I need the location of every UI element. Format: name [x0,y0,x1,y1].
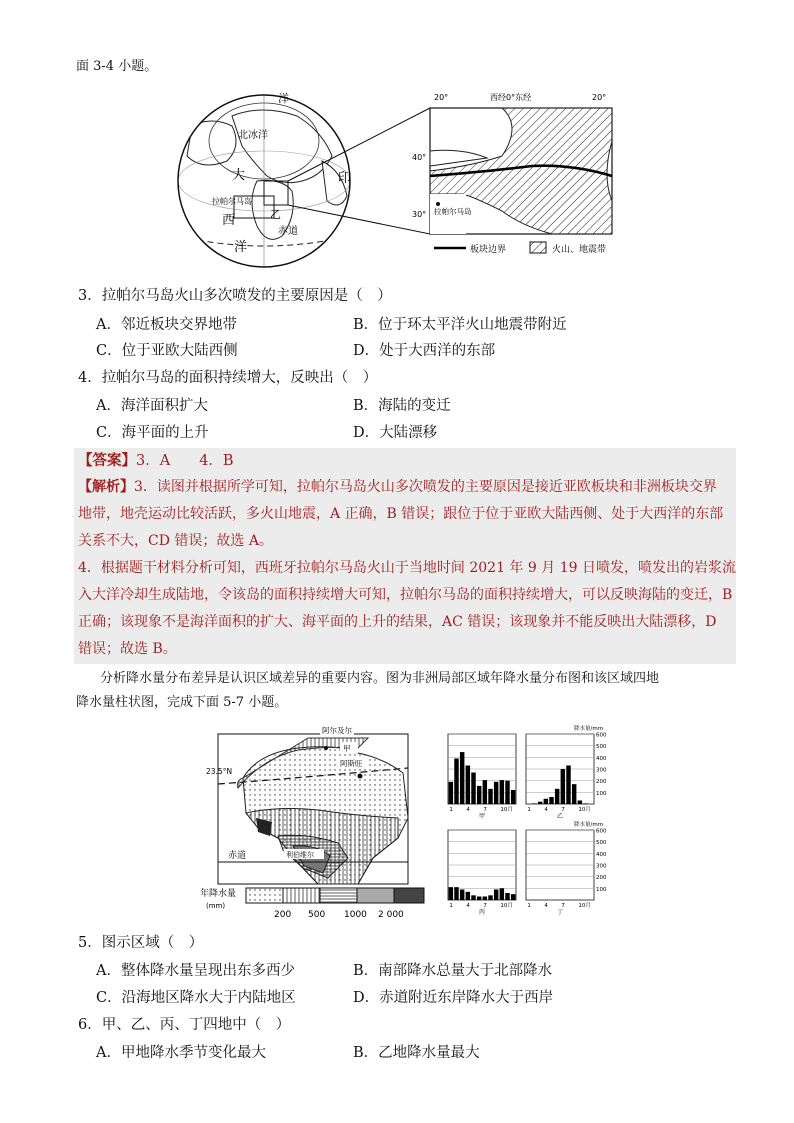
x-tick-label: 1 [449,903,453,909]
q3-option-c[interactable]: C．位于亚欧大陆西侧 [96,343,238,359]
rainfall-bar [454,887,458,900]
y-tick-label: 100 [596,886,607,893]
map-label-latitude: 23.5°N [206,767,233,776]
intro2-line-1: 分析降水量分布差异是认识区域差异的重要内容。图为非洲局部区域年降水量分布图和该区域四地 [100,671,660,686]
map-label-algiers: 阿尔及尔 [322,726,352,735]
map-label-equator2: 赤道 [228,851,247,861]
inset-lat-30: 30° [412,210,427,219]
rainfall-bar [544,799,548,804]
y-tick-label: 200 [596,875,607,882]
y-tick-label: 600 [596,732,607,739]
answer-tag: 【答案】 [78,452,136,469]
rainfall-bar [483,780,487,804]
q5-stem: 5．图示区域（ ） [78,935,204,951]
y-tick-label: 300 [596,863,607,870]
rainfall-bar [500,888,504,900]
map-label-libreville: 利伯维尔 [286,851,314,859]
q4-option-d[interactable]: D．大陆漂移 [353,425,438,441]
y-tick-label: 300 [596,767,607,774]
rainfall-bar [460,752,464,804]
x-tick-label: 10月 [578,807,591,813]
q3-stem: 3．拉帕尔马岛火山多次喷发的主要原因是（ ） [78,288,392,304]
map-label-xi: 西 [222,213,236,228]
y-axis-title: 降水量/mm [574,822,604,828]
x-tick-label: 10月 [500,903,513,909]
map-label-yin: 印 [338,171,352,186]
rainfall-bar [466,766,470,805]
inset-lon-mid: 西经0°东经 [490,93,532,102]
rainfall-bar [572,784,576,804]
x-tick-label: 10月 [500,807,513,813]
x-tick-label: 1 [449,807,453,813]
rainfall-bar [460,890,464,901]
analysis-line-6: 正确；该现象不是海洋面积的扩大、海平面的上升的结果，AC 错误；该现象并不能反映出大陆漂移，D [78,614,717,630]
q5-option-b[interactable]: B．南部降水总量大于北部降水 [353,963,553,979]
y-tick-label: 100 [596,790,607,797]
map-label-aswan: 阿斯旺 [340,759,363,768]
q4-option-a[interactable]: A．海洋面积扩大 [96,398,208,414]
rainfall-bar [532,803,536,804]
map-label-da: 大 [232,168,246,183]
rainfall-bar [494,890,498,901]
chart-panel-label: 丁 [557,909,564,916]
q5-option-c[interactable]: C．沿海地区降水大于内陆地区 [96,990,296,1006]
x-tick-label: 7 [561,807,565,813]
analysis-line-1 [78,477,717,497]
map-label-yang: 洋 [234,240,248,255]
inset-map [412,92,612,234]
inset-lon-right: 20° [592,93,607,102]
map-label-yi: 乙 [270,208,281,221]
legend-tick-200: 200 [274,910,292,920]
y-axis-title: 降水量/mm [574,726,604,732]
x-tick-label: 10月 [578,903,591,909]
y-tick-label: 600 [596,828,607,835]
chart-panel-label: 丙 [479,909,486,916]
x-tick-label: 4 [544,807,548,813]
y-tick-label: 400 [596,851,607,858]
figure-globe-map [172,86,622,276]
rainfall-bar [449,887,453,900]
x-tick-label: 4 [466,903,470,909]
q4-stem: 4．拉帕尔马岛的面积持续增大，反映出（ ） [78,370,378,386]
rainfall-bar [471,773,475,805]
legend-tick-500: 500 [308,910,326,920]
map-label-lapalma: 拉帕尔马岛 [212,197,252,206]
chart-panel-label: 乙 [557,813,564,820]
x-tick-label: 7 [483,903,487,909]
answer-line [78,451,234,471]
y-tick-label: 500 [596,744,607,751]
x-tick-label: 7 [561,903,565,909]
legend-tick-2000: 2 000 [378,910,404,920]
answer-text: 3．A 4．B [136,453,234,469]
rainfall-bar [538,802,542,804]
legend-volcano-zone: 火山、地震带 [552,245,607,255]
analysis-line-3: 关系不大，CD 错误；故选 A。 [78,533,273,549]
rainfall-bar [488,789,492,804]
x-tick-label: 4 [544,903,548,909]
analysis-line-7: 错误；故选 B。 [78,641,177,657]
rainfall-bar [511,790,515,804]
y-tick-label: 200 [596,779,607,786]
q5-option-a[interactable]: A．整体降水量呈现出东多西少 [96,963,295,979]
rainfall-bar [566,766,570,805]
rainfall-bar [505,781,509,804]
x-tick-label: 1 [527,807,531,813]
rainfall-bar [494,782,498,804]
map-label-arctic: 北冰洋 [238,130,268,141]
analysis-tag: 【解析】 [78,479,134,495]
intro2-line-2: 降水量柱状图，完成下面 5-7 小题。 [76,695,288,710]
analysis-line-4: 4．根据题干材料分析可知，西班牙拉帕尔马岛火山于当地时间 2021 年 9 月 19 日喷发，喷发出的岩浆流 [78,560,736,576]
analysis-line-2: 地带，地壳运动比较活跃，多火山地震，A 正确，B 错误；跟位于位于亚欧大陆西侧、处于大西洋的东部 [78,506,724,522]
legend-title: 年降水量 [200,889,237,899]
q3-option-d[interactable]: D．处于大西洋的东部 [353,343,496,359]
rainfall-bar [477,897,481,901]
x-tick-label: 1 [527,903,531,909]
analysis-text-1: 3．读图并根据所学可知，拉帕尔马岛火山多次喷发的主要原因是接近亚欧板块和非洲板块交界 [134,479,717,495]
q3-option-b[interactable]: B．位于环太平洋火山地震带附近 [353,317,567,333]
y-tick-label: 500 [596,840,607,847]
rainfall-bar [483,897,487,901]
q3-option-a[interactable]: A．邻近板块交界地带 [96,317,237,333]
rainfall-bar [454,759,458,805]
rainfall-bar [500,780,504,804]
figure-rainfall-charts [440,718,610,922]
q6-option-a[interactable]: A．甲地降水季节变化最大 [96,1045,266,1061]
rainfall-bar [449,782,453,804]
q5-option-d[interactable]: D．赤道附近东岸降水大于西岸 [353,990,554,1006]
legend-boundary: 板块边界 [470,245,507,255]
analysis-line-5: 入大洋冷却生成陆地，令该岛的面积持续增大可知，拉帕尔马岛的面积持续增大，可以反映海陆的变迁，B [78,587,733,603]
rainfall-bar [578,801,582,805]
x-tick-label: 4 [466,807,470,813]
q4-option-b[interactable]: B．海陆的变迁 [353,398,451,414]
rainfall-bar [549,797,553,804]
rainfall-bar [471,895,475,900]
inset-island-label: 拉帕尔马岛 [434,207,472,216]
rainfall-bar [561,769,565,804]
y-tick-label: 400 [596,755,607,762]
map-label-ocean1: 洋 [278,92,289,105]
inset-lat-40: 40° [412,153,427,162]
q6-stem: 6．甲、乙、丙、丁四地中（ ） [78,1017,291,1033]
inset-lon-left: 20° [434,93,449,102]
intro-text: 面 3-4 小题。 [76,59,158,74]
rainfall-bar [477,786,481,804]
figure-africa-map [198,718,430,926]
x-tick-label: 7 [483,807,487,813]
map-label-equator: 赤道 [278,226,298,237]
rainfall-bar [555,789,559,804]
chart-panel-label: 甲 [479,813,486,820]
map-label-jia: 甲 [343,744,351,753]
rainfall-bar [488,895,492,900]
rainfall-bar [505,893,509,900]
q4-option-c[interactable]: C．海平面的上升 [96,425,209,441]
rainfall-bar [511,894,515,900]
rainfall-bar [583,803,587,804]
rainfall-bar [466,892,470,900]
legend-unit: (mm) [206,902,226,910]
legend-tick-1000: 1000 [344,910,367,920]
globe-map [178,95,350,267]
q6-option-b[interactable]: B．乙地降水量最大 [353,1045,480,1061]
